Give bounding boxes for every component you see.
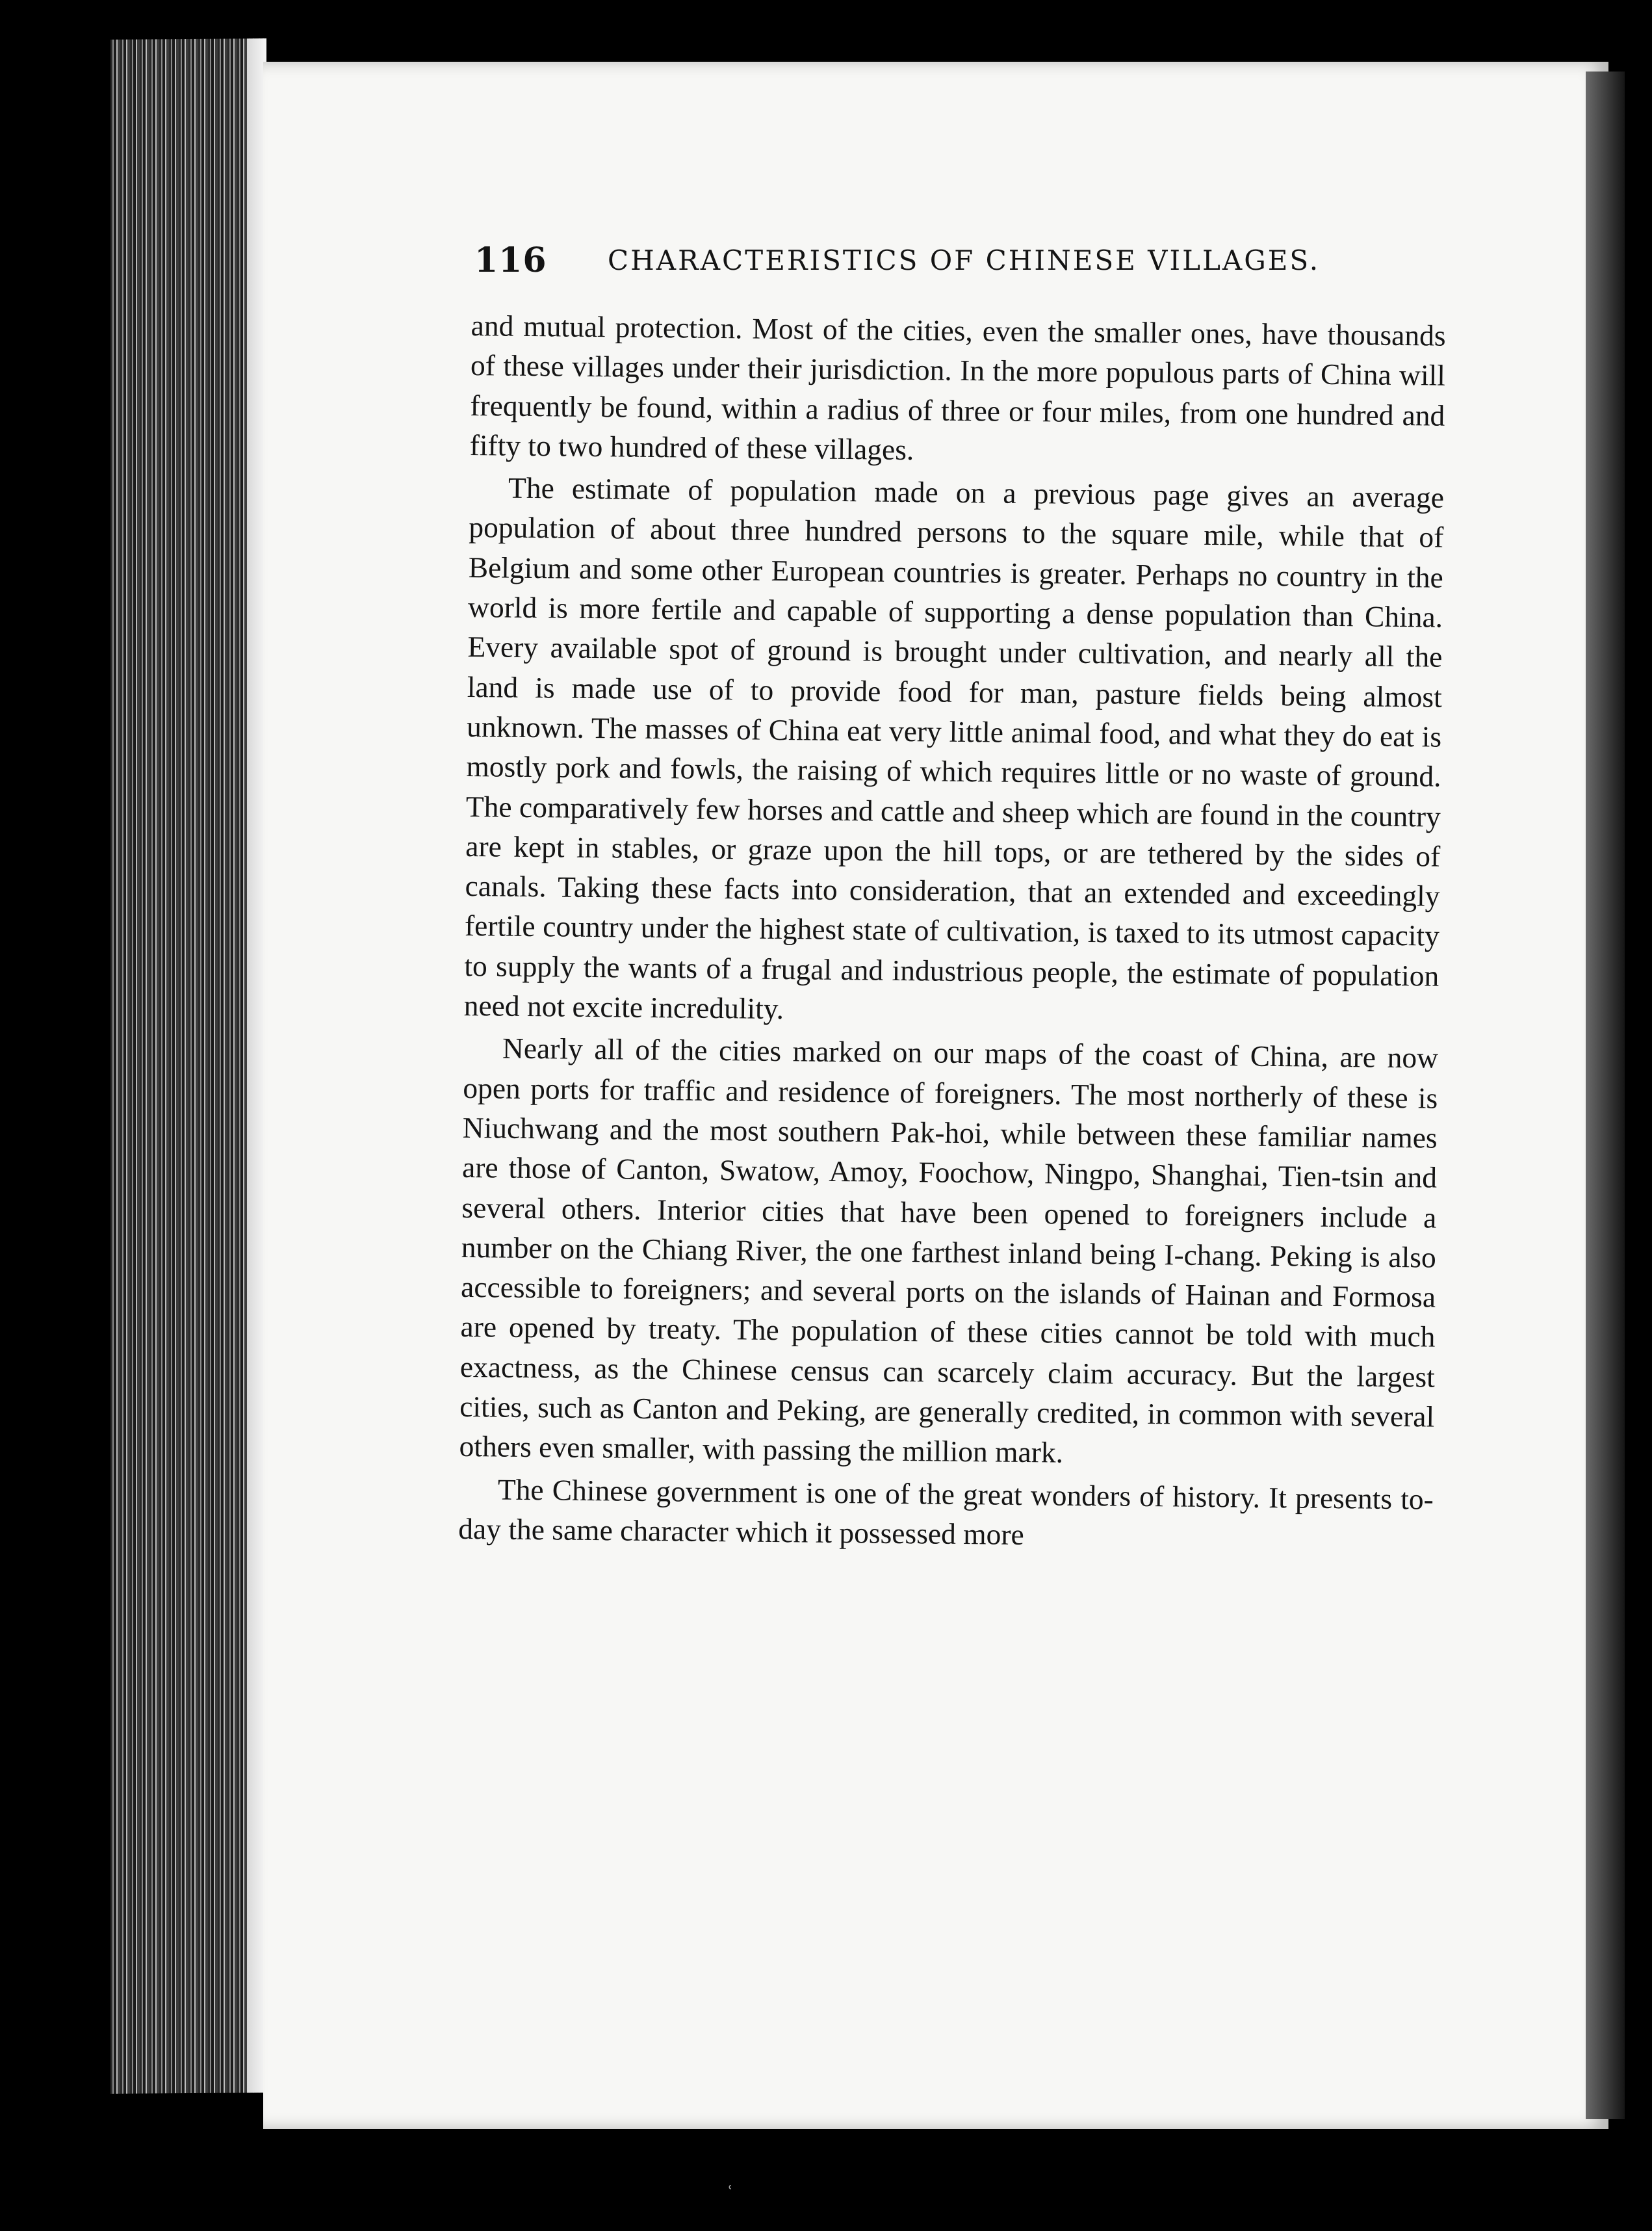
paragraph: The Chinese government is one of the great wonders of history. It presents to-day the same character which it possessed more — [458, 1472, 1434, 1551]
body-text — [458, 306, 1446, 1559]
page-right-shadow — [1586, 72, 1625, 2119]
running-head-title: CHARACTERISTICS OF CHINESE VILLAGES. — [608, 244, 1321, 276]
book-page-edges — [110, 38, 266, 2094]
paragraph-continued: and mutual protection. Most of the cities, even the smaller ones, have thousands of these villages under their jurisdiction. In the more populous parts of China will frequently be found, within a radius of three or four miles, from one hundred and fifty to two hundred of these villages. — [469, 308, 1446, 467]
running-head — [474, 241, 1339, 293]
paragraph: The estimate of population made on a previous page gives an average population of about three hundred persons to the square mile, while that of Belgium and some other European countries is greater. Perhaps no country in the world is more fertile and capable of supporting a dense population than China. Every available spot of ground is brought under cultivation, and nearly all the land is made use of to provide food for man, pasture fields being almost unknown. The masses of China eat very little animal food, and what they do eat is mostly pork and fowls, the raising of which requires little or no waste of ground. The comparatively few horses and cattle and sheep which are found in the country are kept in stables, or graze upon the hill tops, or are tethered by the sides of canals. Taking these facts into consideration, that an extended and exceedingly fertile country under the highest state of cultivation, is taxed to its utmost capacity to supply the wants of a frugal and industrious people, the estimate of population need not excite incredulity. — [463, 471, 1445, 1026]
stray-mark: ʿ — [728, 2183, 733, 2202]
page-number: 116 — [474, 241, 547, 280]
paragraph: Nearly all of the cities marked on our maps of the coast of China, are now open ports for traffic and residence of foreigners. The most northerly of these is Niuchwang and the most southern Pak-hoi, while between these familiar names are those of Canton, Swatow, Amoy, Foochow, Ningpo, Shanghai, Tien-tsin and several others. Interior cities that have been opened to foreigners include a number on the Chiang River, the one farthest inland being I-chang. Peking is also accessible to foreigners; and several ports on the islands of Hainan and Formosa are opened by treaty. The population of these cities cannot be told with much exactness, as the Chinese census can scarcely claim accuracy. But the largest cities, such as Canton and Peking, are generally credited, in common with several others even smaller, with passing the million mark. — [459, 1031, 1439, 1469]
